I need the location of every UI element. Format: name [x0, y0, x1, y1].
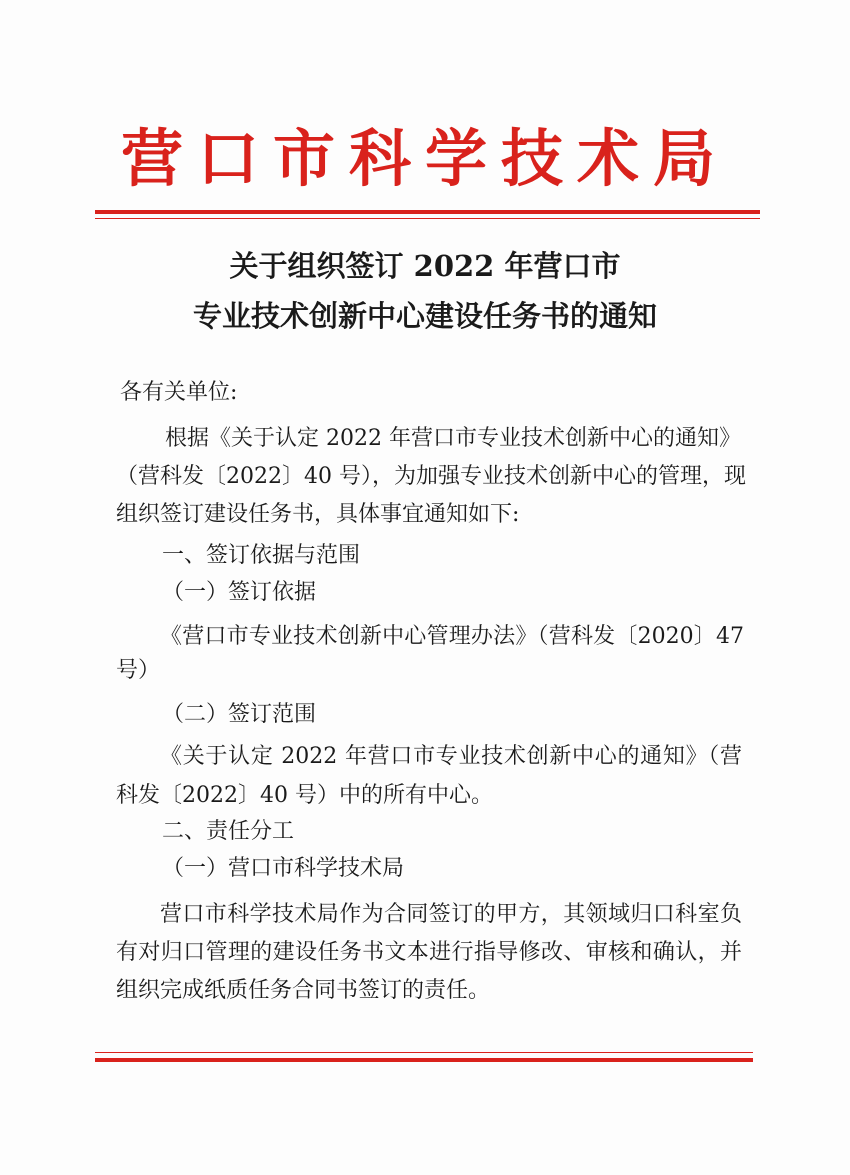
intro-line-3: 组织签订建设任务书，具体事宜通知如下:: [116, 502, 520, 527]
intro-line-1: 根据《关于认定 2022 年营口市专业技术创新中心的通知》: [165, 426, 741, 451]
footer-red-rule-thick: [95, 1058, 753, 1062]
header-red-rule-thick: [95, 210, 760, 214]
section-1-sub-1-heading: （一）签订依据: [162, 580, 317, 605]
document-title-line-2: 专业技术创新中心建设任务书的通知: [192, 299, 657, 333]
section-2-sub-1-line-3: 组织完成纸质任务合同书签订的责任。: [116, 978, 491, 1003]
section-1-heading: 一、签订依据与范围: [162, 543, 361, 568]
section-2-heading: 二、责任分工: [162, 819, 295, 844]
issuing-organization-header: 营口市科学技术局: [120, 122, 729, 195]
section-2-sub-1-line-1: 营口市科学技术局作为合同签订的甲方，其领域归口科室负: [160, 902, 742, 927]
section-1-sub-1-line-2: 号）: [116, 658, 161, 683]
section-1-sub-2-line-1: 《关于认定 2022 年营口市专业技术创新中心的通知》（营: [160, 744, 742, 769]
header-red-rule-thin: [95, 218, 760, 219]
footer-red-rule-thin: [95, 1052, 753, 1053]
section-2-sub-1-heading: （一）营口市科学技术局: [162, 856, 405, 881]
intro-line-2: （营科发〔2022〕40 号），为加强专业技术创新中心的管理，现: [116, 464, 746, 489]
section-1-sub-2-heading: （二）签订范围: [162, 702, 317, 727]
document-title-line-1: 关于组织签订 2022 年营口市: [229, 249, 621, 283]
section-1-sub-2-line-2: 科发〔2022〕40 号）中的所有中心。: [116, 783, 493, 808]
salutation: 各有关单位:: [120, 380, 238, 405]
section-1-sub-1-line-1: 《营口市专业技术创新中心管理办法》（营科发〔2020〕47: [160, 624, 744, 649]
section-2-sub-1-line-2: 有对归口管理的建设任务书文本进行指导修改、审核和确认，并: [116, 940, 742, 965]
